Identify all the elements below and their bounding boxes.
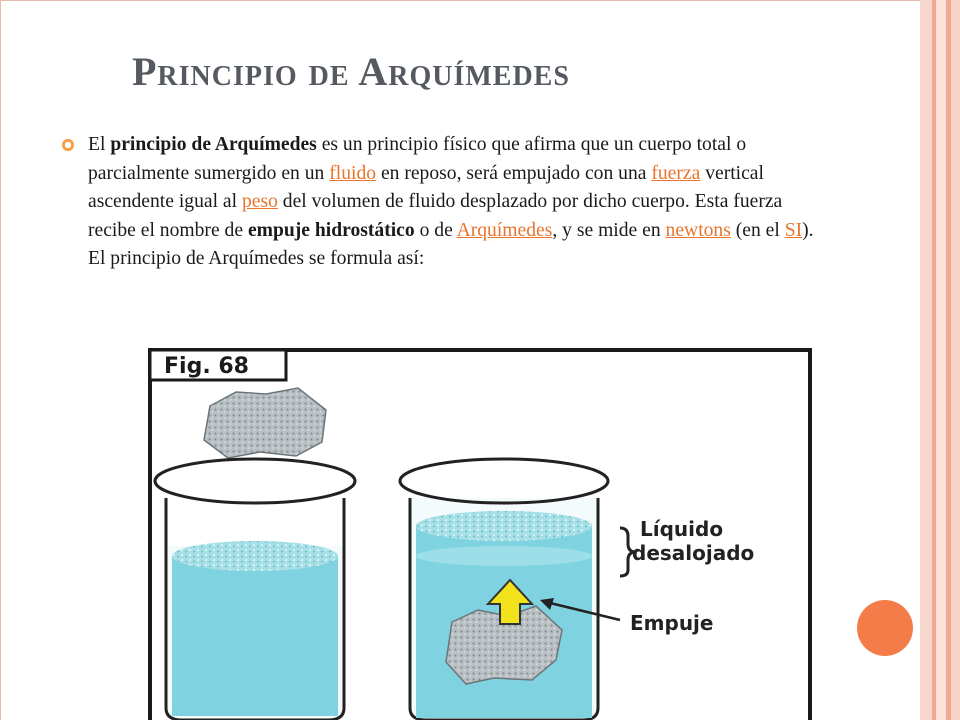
figure-label: Fig. 68	[164, 354, 249, 379]
link-si[interactable]: SI	[784, 219, 803, 241]
archimedes-figure	[148, 348, 812, 720]
paragraph-text: vertical ascendente igual al	[88, 162, 764, 212]
link-peso[interactable]: peso	[241, 191, 278, 212]
bold-term: empuje hidrostático	[247, 219, 415, 241]
push-label: Empuje	[630, 611, 714, 635]
paragraph-text: en reposo, será empujado con una	[376, 162, 652, 184]
paragraph-text: , y se mide en	[552, 219, 666, 241]
link-arquímedes[interactable]: Arquímedes	[456, 219, 553, 241]
body-paragraph	[88, 131, 833, 274]
liquid-label-line2: desalojado	[632, 541, 755, 565]
ring-bullet-icon	[61, 138, 75, 152]
link-fuerza[interactable]: fuerza	[651, 162, 701, 184]
link-newtons[interactable]: newtons	[665, 219, 731, 241]
decorative-side-stripes	[920, 0, 960, 720]
paragraph-text: ). El principio de Arquímedes se formula así:	[88, 219, 814, 269]
paragraph-text: del volumen de fluido desplazado por dicho cuerpo. Esta fuerza recibe el nombre de	[88, 191, 783, 241]
bold-term: principio de Arquímedes	[110, 134, 317, 155]
paragraph-text: o de	[414, 219, 457, 241]
paragraph-text: (en el	[730, 219, 785, 241]
page-title: Principio de Arquímedes	[132, 49, 570, 94]
paragraph-text: El	[88, 134, 111, 155]
link-fluido[interactable]: fluido	[329, 162, 377, 184]
liquid-label-line1: Líquido	[640, 517, 724, 541]
paragraph-text: es un principio físico que afirma que un cuerpo total o parcialmente sumergido en un	[88, 134, 747, 184]
decorative-circle	[857, 600, 913, 656]
